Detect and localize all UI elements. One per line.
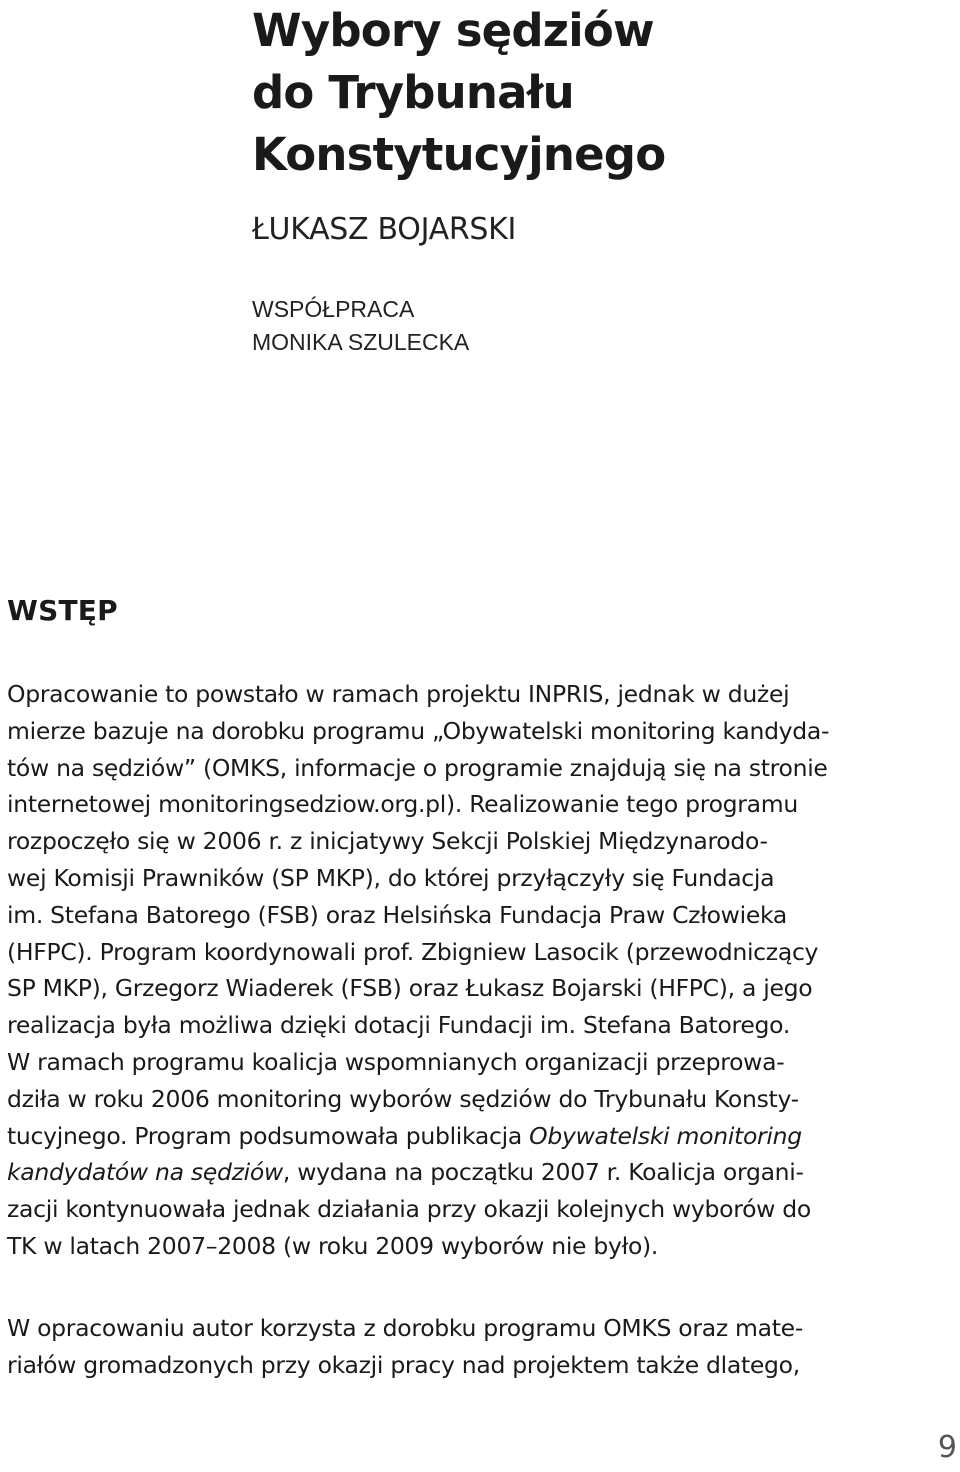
text-line: zacji kontynuowała jednak działania przy okazji kolejnych wyborów do (7, 1195, 811, 1224)
text-line (7, 1118, 960, 1155)
chapter-title-line: do Trybunału (252, 66, 574, 119)
text-line: mierze bazuje na dorobku programu „Obywatelski monitoring kandyda- (7, 716, 830, 745)
publication-title-part-1: Obywatelski monitoring (529, 1121, 802, 1150)
text-segment: , wydana na początku 2007 r. Koalicja organi- (282, 1158, 804, 1187)
text-line: rozpoczęło się w 2006 r. z inicjatywy Sekcji Polskiej Międzynarodo- (7, 827, 768, 856)
author-name: ŁUKASZ BOJARSKI (252, 212, 517, 247)
text-line: dziła w roku 2006 monitoring wyborów sędziów do Trybunału Konsty- (7, 1084, 799, 1113)
paragraph-2 (7, 1310, 960, 1384)
text-line: SP MKP), Grzegorz Wiaderek (FSB) oraz Łukasz Bojarski (HFPC), a jego (7, 974, 813, 1003)
chapter-title (252, 0, 952, 186)
text-line: W ramach programu koalicja wspomnianych organizacji przeprowa- (7, 1047, 785, 1076)
page-number: 9 (937, 1430, 957, 1465)
text-line: internetowej monitoringsedziow.org.pl). Realizowanie tego programu (7, 790, 798, 819)
text-line: realizacja była możliwa dzięki dotacji Fundacji im. Stefana Batorego. (7, 1011, 790, 1040)
text-line: W opracowaniu autor korzysta z dorobku programu OMKS oraz mate- (7, 1314, 803, 1342)
text-segment: tucyjnego. Program podsumowała publikacja (7, 1121, 530, 1150)
collaborator-name: MONIKA SZULECKA (252, 329, 470, 355)
text-line: TK w latach 2007–2008 (w roku 2009 wyborów nie było). (7, 1231, 659, 1260)
text-line: wej Komisji Prawników (SP MKP), do której przyłączyły się Fundacja (7, 863, 775, 892)
collaboration-label: WSPÓŁPRACA (252, 296, 415, 322)
title-block (252, 0, 952, 186)
paragraph-1 (7, 676, 960, 1265)
publication-title-part-2: kandydatów na sędziów (7, 1158, 283, 1187)
collaboration-block (252, 293, 469, 359)
chapter-title-line: Konstytucyjnego (252, 128, 666, 181)
text-line: tów na sędziów” (OMKS, informacje o programie znajdują się na stronie (7, 753, 828, 782)
text-line: riałów gromadzonych przy okazji pracy nad projektem także dlatego, (7, 1350, 800, 1379)
text-line (7, 1154, 960, 1191)
text-line: Opracowanie to powstało w ramach projektu INPRIS, jednak w dużej (7, 680, 790, 708)
text-line: (HFPC). Program koordynowali prof. Zbigniew Lasocik (przewodniczący (7, 937, 819, 966)
section-heading: WSTĘP (7, 594, 118, 627)
chapter-title-line: Wybory sędziów (252, 4, 654, 57)
text-line: im. Stefana Batorego (FSB) oraz Helsińska Fundacja Praw Człowieka (7, 900, 787, 929)
